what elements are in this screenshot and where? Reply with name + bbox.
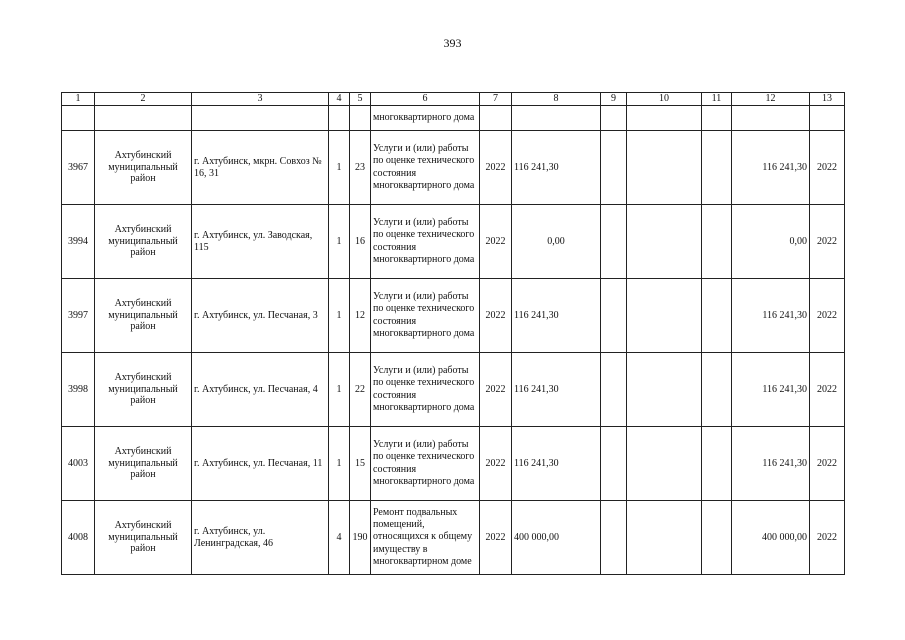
district-cell: Ахтубинский муниципальный район xyxy=(95,353,192,427)
amount-cell: 116 241,30 xyxy=(512,427,601,501)
row-number-cell: 4008 xyxy=(62,501,95,575)
row-number-cell: 3998 xyxy=(62,353,95,427)
col5-cell: 12 xyxy=(350,279,371,353)
district-cell: Ахтубинский муниципальный район xyxy=(95,205,192,279)
table-row xyxy=(62,131,845,205)
empty-cell xyxy=(702,427,732,501)
column-header-11: 11 xyxy=(702,93,732,106)
address-cell: г. Ахтубинск, ул. Песчаная, 11 xyxy=(192,427,329,501)
year-cell: 2022 xyxy=(480,427,512,501)
district-cell: Ахтубинский муниципальный район xyxy=(95,131,192,205)
column-header-6: 6 xyxy=(371,93,480,106)
total-cell: 116 241,30 xyxy=(732,279,810,353)
empty-cell xyxy=(601,205,627,279)
end-year-cell: 2022 xyxy=(810,353,845,427)
col5-cell: 15 xyxy=(350,427,371,501)
end-year-cell: 2022 xyxy=(810,205,845,279)
district-cell: Ахтубинский муниципальный район xyxy=(95,501,192,575)
total-cell: 116 241,30 xyxy=(732,427,810,501)
page-number: 393 xyxy=(443,36,462,50)
district-cell: Ахтубинский муниципальный район xyxy=(95,427,192,501)
col4-cell: 1 xyxy=(329,131,350,205)
column-header-9: 9 xyxy=(601,93,627,106)
address-cell: г. Ахтубинск, мкрн. Совхоз № 16, 31 xyxy=(192,131,329,205)
empty-cell xyxy=(702,501,732,575)
col5-cell: 190 xyxy=(350,501,371,575)
column-header-1: 1 xyxy=(62,93,95,106)
empty-cell xyxy=(601,427,627,501)
end-year-cell: 2022 xyxy=(810,501,845,575)
total-cell: 0,00 xyxy=(732,205,810,279)
total-cell: 116 241,30 xyxy=(732,131,810,205)
work-description-cell: Услуги и (или) работы по оценке технического состояния многоквартирного дома xyxy=(371,353,480,427)
amount-cell: 400 000,00 xyxy=(512,501,601,575)
col5-cell: 16 xyxy=(350,205,371,279)
budget-table xyxy=(61,92,845,575)
column-header-10: 10 xyxy=(627,93,702,106)
empty-cell xyxy=(601,501,627,575)
end-year-cell: 2022 xyxy=(810,279,845,353)
address-cell: г. Ахтубинск, ул. Ленинградская, 46 xyxy=(192,501,329,575)
amount-cell: 116 241,30 xyxy=(512,279,601,353)
work-description-cell: Услуги и (или) работы по оценке технического состояния многоквартирного дома xyxy=(371,279,480,353)
empty-cell xyxy=(627,427,702,501)
end-year-cell: 2022 xyxy=(810,131,845,205)
total-cell: 400 000,00 xyxy=(732,501,810,575)
work-description-cell: Услуги и (или) работы по оценке технического состояния многоквартирного дома xyxy=(371,427,480,501)
column-header-2: 2 xyxy=(95,93,192,106)
work-description-cell: Ремонт подвальных помещений, относящихся к общему имуществу в многоквартирном доме xyxy=(371,501,480,575)
empty-cell xyxy=(601,353,627,427)
table-row xyxy=(62,205,845,279)
col5-cell: 22 xyxy=(350,353,371,427)
table-row xyxy=(62,427,845,501)
year-cell: 2022 xyxy=(480,501,512,575)
col4-cell: 4 xyxy=(329,501,350,575)
column-header-4: 4 xyxy=(329,93,350,106)
table-row xyxy=(62,501,845,575)
empty-cell xyxy=(601,279,627,353)
work-description-cell: многоквартирного дома xyxy=(371,106,480,131)
col4-cell: 1 xyxy=(329,205,350,279)
col4-cell: 1 xyxy=(329,279,350,353)
empty-cell xyxy=(627,501,702,575)
empty-cell xyxy=(702,131,732,205)
year-cell: 2022 xyxy=(480,279,512,353)
empty-cell xyxy=(702,205,732,279)
row-number-cell: 4003 xyxy=(62,427,95,501)
column-header-13: 13 xyxy=(810,93,845,106)
col5-cell: 23 xyxy=(350,131,371,205)
work-description-cell: Услуги и (или) работы по оценке технического состояния многоквартирного дома xyxy=(371,205,480,279)
empty-cell xyxy=(627,131,702,205)
row-number-cell: 3997 xyxy=(62,279,95,353)
col4-cell: 1 xyxy=(329,427,350,501)
empty-cell xyxy=(627,205,702,279)
address-cell: г. Ахтубинск, ул. Песчаная, 3 xyxy=(192,279,329,353)
column-header-7: 7 xyxy=(480,93,512,106)
amount-cell: 116 241,30 xyxy=(512,131,601,205)
row-number-cell: 3967 xyxy=(62,131,95,205)
column-header-8: 8 xyxy=(512,93,601,106)
empty-cell xyxy=(627,353,702,427)
work-description-cell: Услуги и (или) работы по оценке технического состояния многоквартирного дома xyxy=(371,131,480,205)
total-cell: 116 241,30 xyxy=(732,353,810,427)
empty-cell xyxy=(627,279,702,353)
district-cell: Ахтубинский муниципальный район xyxy=(95,279,192,353)
column-header-3: 3 xyxy=(192,93,329,106)
continuation-row xyxy=(62,106,845,131)
table-row xyxy=(62,279,845,353)
year-cell: 2022 xyxy=(480,205,512,279)
address-cell: г. Ахтубинск, ул. Заводская, 115 xyxy=(192,205,329,279)
header-row xyxy=(62,93,845,106)
col4-cell: 1 xyxy=(329,353,350,427)
empty-cell xyxy=(601,131,627,205)
column-header-12: 12 xyxy=(732,93,810,106)
address-cell: г. Ахтубинск, ул. Песчаная, 4 xyxy=(192,353,329,427)
end-year-cell: 2022 xyxy=(810,427,845,501)
empty-cell xyxy=(702,353,732,427)
year-cell: 2022 xyxy=(480,353,512,427)
empty-cell xyxy=(702,279,732,353)
year-cell: 2022 xyxy=(480,131,512,205)
table-row xyxy=(62,353,845,427)
amount-cell: 116 241,30 xyxy=(512,353,601,427)
row-number-cell: 3994 xyxy=(62,205,95,279)
column-header-5: 5 xyxy=(350,93,371,106)
amount-cell: 0,00 xyxy=(512,205,601,279)
